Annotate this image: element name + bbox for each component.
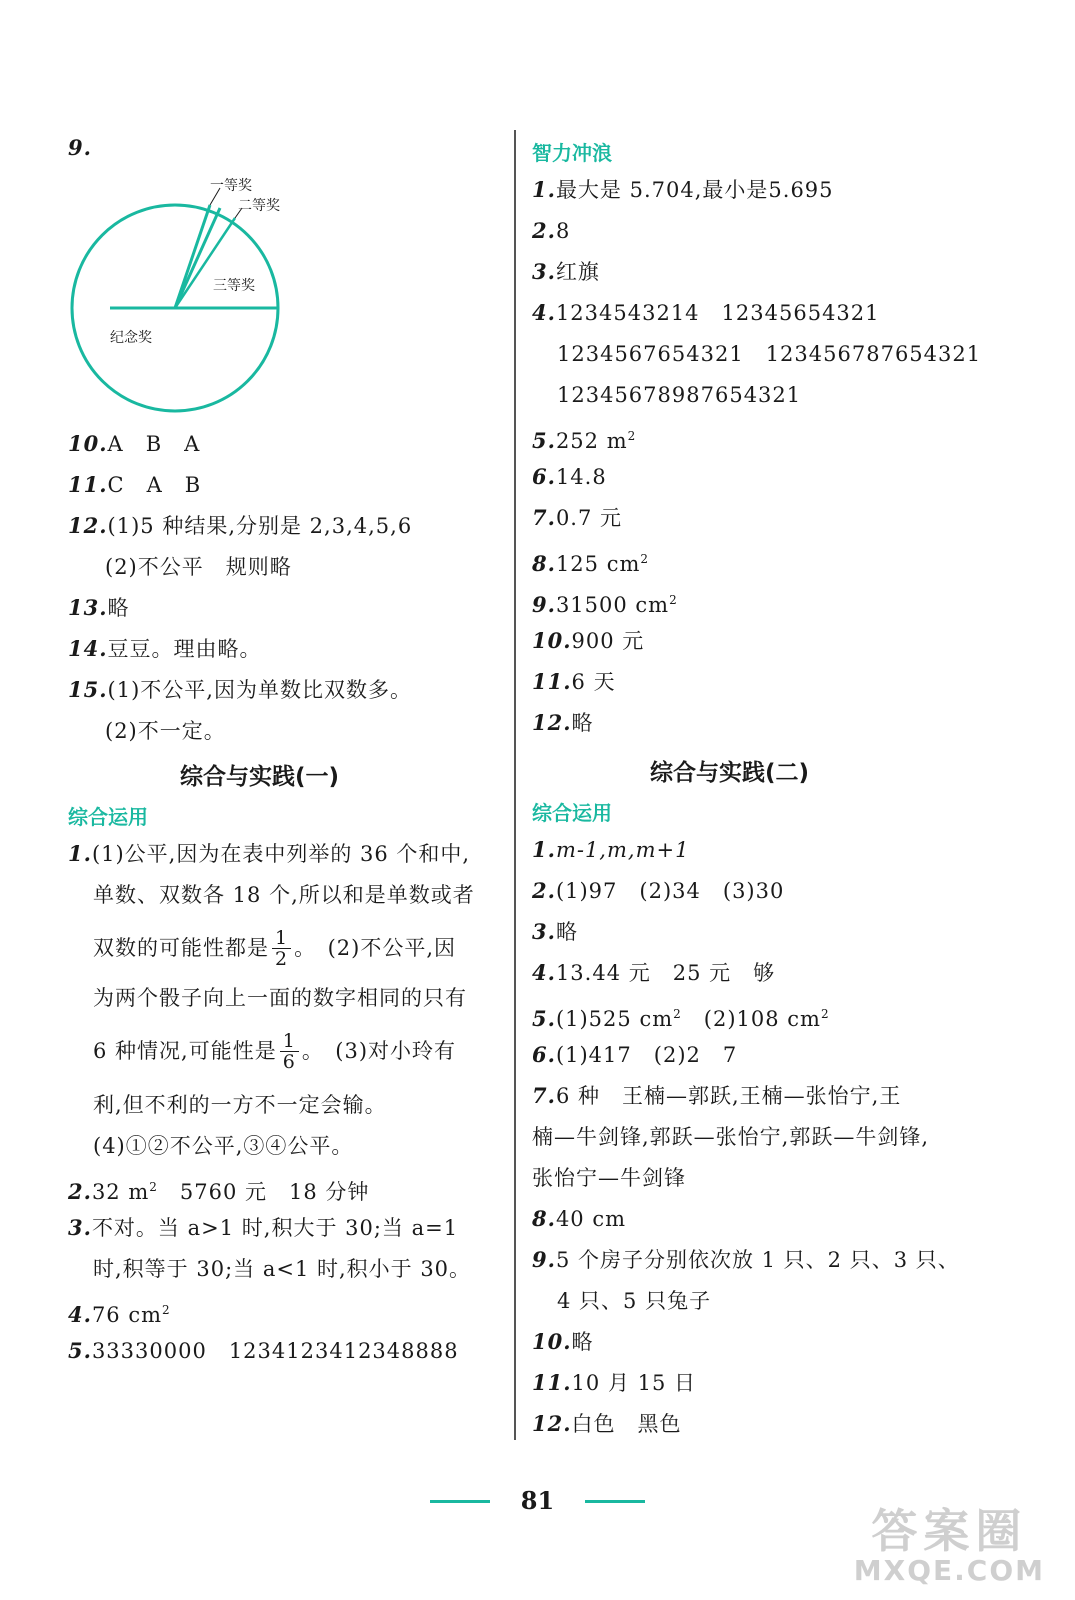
subsection-title-brain: 智力冲浪 xyxy=(532,141,612,165)
practice2-q7-line2: 楠—牛剑锋,郭跃—张怡宁,郭跃—牛剑锋, xyxy=(532,1125,930,1149)
brain-q2: 2.8 xyxy=(532,218,571,243)
practice1-q1-line5: 6 种情况,可能性是 $\frac{1}{6}$ 。 (3)对小玲有 xyxy=(93,1029,457,1073)
practice2-q3: 3.略 xyxy=(532,919,578,944)
label-second-prize: 二等奖 xyxy=(238,198,280,214)
brain-q4-line3: 12345678987654321 xyxy=(557,383,802,407)
practice2-q7-line3: 张怡宁—牛剑锋 xyxy=(532,1166,686,1190)
answer-15: 15.(1)不公平,因为单数比双数多。 xyxy=(68,677,412,702)
fraction-one-half: $\frac{1}{2}$ xyxy=(272,928,291,969)
watermark xyxy=(854,1506,1045,1586)
practice2-q6: 6.(1)417 (2)2 7 xyxy=(532,1042,738,1067)
brain-q10: 10.900 元 xyxy=(532,628,645,653)
brain-q1: 1.最大是 5.704,最小是5.695 xyxy=(532,177,834,202)
practice1-q3-line2: 时,积等于 30;当 a<1 时,积小于 30。 xyxy=(93,1257,472,1281)
practice2-q9-line1: 9.5 个房子分别依次放 1 只、2 只、3 只、 xyxy=(532,1247,960,1272)
practice2-q2: 2.(1)97 (2)34 (3)30 xyxy=(532,878,785,903)
prize-pie-chart xyxy=(70,170,300,415)
brain-q3: 3.红旗 xyxy=(532,259,600,284)
q9-number: 9. xyxy=(68,135,92,160)
section-title-practice-1: 综合与实践(一) xyxy=(180,764,340,790)
practice2-q12: 12.白色 黑色 xyxy=(532,1411,682,1436)
practice1-q1-line1: 1.(1)公平,因为在表中列举的 36 个和中, xyxy=(68,841,471,866)
watermark-url: MXQE.COM xyxy=(853,1554,1045,1587)
answer-12: 12.(1)5 种结果,分别是 2,3,4,5,6 xyxy=(68,513,413,538)
subsection-title-1: 综合运用 xyxy=(68,805,148,829)
watermark-logo-text: 答案圈 xyxy=(871,1504,1028,1558)
subsection-title-2: 综合运用 xyxy=(532,801,612,825)
practice2-q1: 1.m-1,m,m+1 xyxy=(532,837,690,862)
practice1-q4: 4.76 $cm^2$ xyxy=(68,1302,171,1327)
practice2-q5: 5.(1)525 $cm^2$ (2)108 $cm^2$ xyxy=(532,1006,830,1031)
answer-14: 14.豆豆。理由略。 xyxy=(68,636,262,661)
brain-q5: 5.252 $m^2$ xyxy=(532,428,637,453)
answer-10: 10.A B A xyxy=(68,431,201,456)
answer-11: 11.C A B xyxy=(68,472,202,497)
practice1-q3-line1: 3.不对。当 a>1 时,积大于 30;当 a=1 xyxy=(68,1215,459,1240)
practice2-q7-line1: 7.6 种 王楠—郭跃,王楠—张怡宁,王 xyxy=(532,1083,902,1108)
column-divider xyxy=(514,130,516,1440)
practice2-q9-line2: 4 只、5 只兔子 xyxy=(557,1289,712,1313)
brain-q4-line1: 4.1234543214 12345654321 xyxy=(532,300,880,325)
brain-q6: 6.14.8 xyxy=(532,464,607,489)
practice2-q11: 11.10 月 15 日 xyxy=(532,1370,697,1395)
label-souvenir: 纪念奖 xyxy=(110,330,152,346)
practice1-q2: 2.32 $m^2$ 5760 元 18 分钟 xyxy=(68,1179,370,1204)
label-third-prize: 三等奖 xyxy=(213,278,255,294)
practice1-q1-line7: (4)①②不公平,③④公平。 xyxy=(93,1134,354,1158)
practice1-q1-line6: 利,但不利的一方不一定会输。 xyxy=(93,1093,387,1117)
practice2-q4: 4.13.44 元 25 元 够 xyxy=(532,960,776,985)
brain-q11: 11.6 天 xyxy=(532,669,616,694)
answer-13: 13.略 xyxy=(68,595,130,620)
fraction-one-sixth: $\frac{1}{6}$ xyxy=(280,1031,299,1072)
brain-q12: 12.略 xyxy=(532,710,594,735)
label-first-prize: 一等奖 xyxy=(210,178,252,194)
practice1-q5: 5.33330000 1234123412348888 xyxy=(68,1338,459,1363)
section-title-practice-2: 综合与实践(二) xyxy=(650,760,810,786)
practice1-q1-line3: 双数的可能性都是 $\frac{1}{2}$ 。 (2)不公平,因 xyxy=(93,926,457,970)
practice2-q10: 10.略 xyxy=(532,1329,594,1354)
answer-12-part2: (2)不公平 规则略 xyxy=(105,555,292,579)
answer-15-part2: (2)不一定。 xyxy=(105,719,226,743)
practice1-q1-line2: 单数、双数各 18 个,所以和是单数或者 xyxy=(93,883,475,907)
brain-q4-line2: 1234567654321 123456787654321 xyxy=(557,342,982,366)
brain-q7: 7.0.7 元 xyxy=(532,505,623,530)
practice2-q8: 8.40 cm xyxy=(532,1206,627,1231)
practice1-q1-line4: 为两个骰子向上一面的数字相同的只有 xyxy=(93,986,467,1010)
brain-q8: 8.125 $cm^2$ xyxy=(532,551,650,576)
page-number: 81 xyxy=(520,1486,555,1515)
brain-q9: 9.31500 $cm^2$ xyxy=(532,592,678,617)
